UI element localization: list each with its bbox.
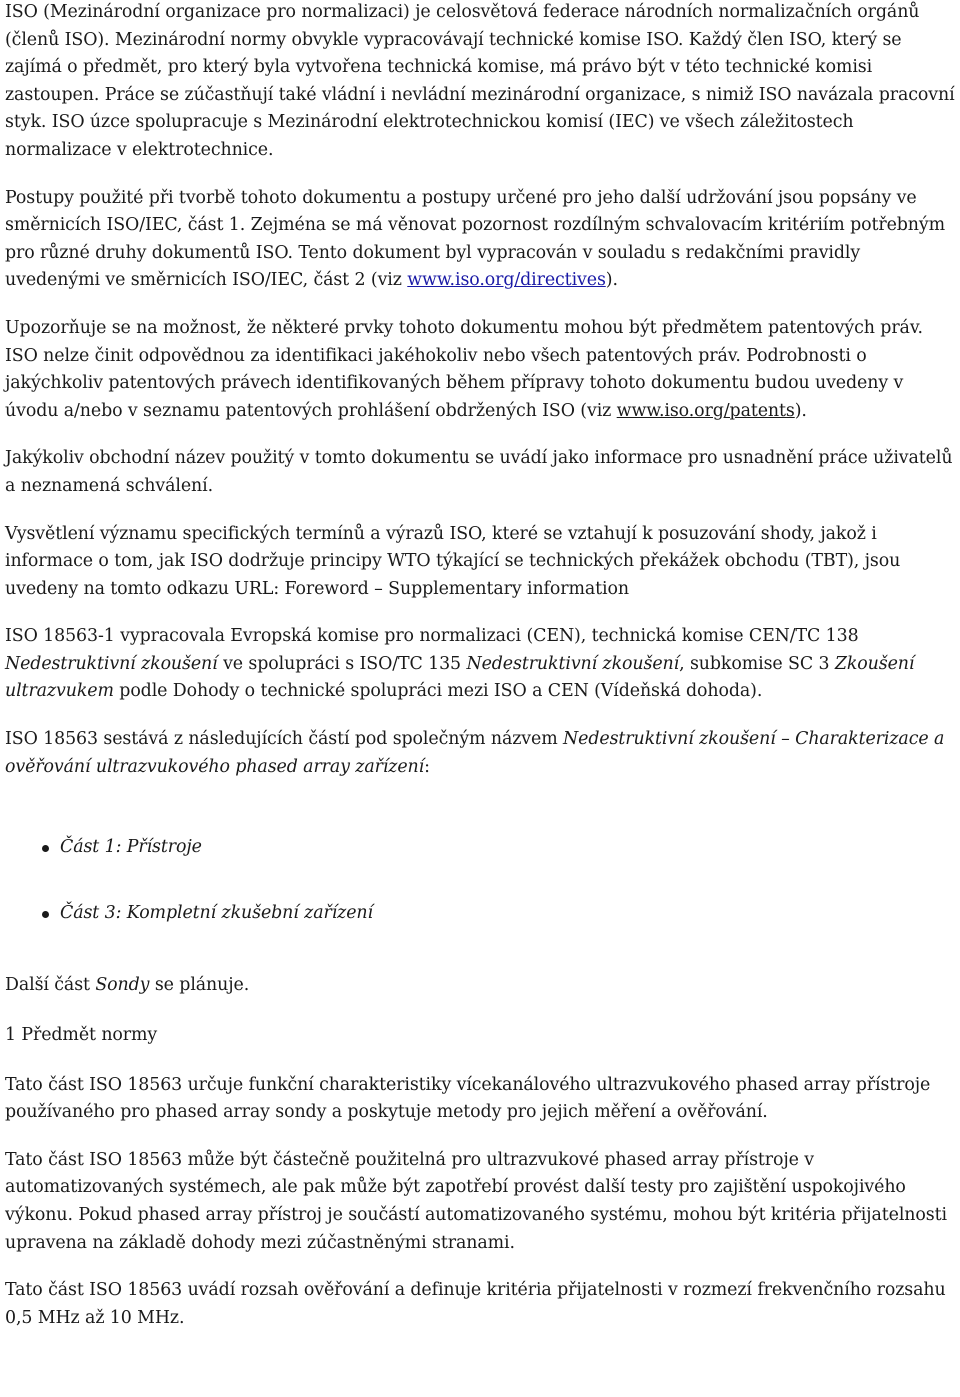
ndt-title-2: Nedestruktivní zkoušení (466, 653, 680, 674)
subcommittee-text: , subkomise SC 3 (679, 653, 830, 674)
planned-text: se plánuje. (154, 975, 250, 996)
list-item (5, 900, 955, 928)
paragraph-parts-intro (5, 726, 955, 781)
bullet-icon (42, 845, 49, 852)
paragraph-trade-name: Jakýkoliv obchodní název použitý v tomto dokumentu se uvádí jako informace pro usnadnění práce uživatelů a neznamená schválení. (5, 448, 953, 496)
paragraph-conformity: Vysvětlení významu specifických termínů a výrazů ISO, které se vztahují k posuzování shody, jakož i informace o tom, jak ISO dodržuje principy WTO týkající se technických překážek obchodu (TBT), jsou uvedeny na tomto odkazu URL: Foreword – Supplementary information (5, 523, 901, 599)
iec-text: ISO úzce spolupracuje s Mezinárodní elektrotechnickou komisí (IEC) ve všech záležitostech normalizace v elektrotechnice. (5, 112, 854, 160)
document-body (5, 0, 955, 1332)
ultrasonic-title: Zkoušení ultrazvukem (5, 653, 915, 702)
patents-end: ). (794, 400, 807, 421)
approval-text: Zejména se má věnovat pozornost rozdílným schvalovacím kritériím potřebným pro různé druhy dokumentů ISO. Tento dokument byl vypracován v souladu s redakčními pravidly uvedenými ve směrnicích ISO/IEC, část 2 (viz (5, 215, 946, 291)
paragraph-scope-3: Tato část ISO 18563 uvádí rozsah ověřování a definuje kritéria přijatelnosti v rozmezí frekvenčního rozsahu 0,5 MHz až 10 MHz. (5, 1280, 946, 1328)
paragraph-procedures (5, 185, 955, 295)
ndt-title-1: Nedestruktivní zkoušení (5, 653, 218, 674)
parts-list (5, 834, 955, 927)
parts-intro-text: ISO 18563 sestává z následujících částí pod společným názvem (5, 729, 558, 750)
prepared-by-text: ISO 18563-1 vypracovala Evropská komise pro normalizaci (CEN), technická komise CEN/TC 138 (5, 626, 859, 647)
part-label: Část 3: Kompletní zkušební zařízení (60, 902, 373, 923)
paragraph-patents (5, 315, 955, 425)
paragraph-next-part (5, 972, 955, 1000)
paragraph-iso-intro (5, 0, 955, 165)
section-heading: 1 Předmět normy (5, 1025, 158, 1046)
probes-title: Sondy (95, 975, 150, 996)
patents-text: Upozorňuje se na možnost, že některé prvky tohoto dokumentu mohou být předmětem patentových práv. ISO nelze činit odpovědnou za identifikaci jakéhokoliv nebo všech patentových práv. Podrobnosti o jakýchkoliv patentových právech identifikovaných během přípravy tohoto dokumentu budou uvedeny v úvodu a/nebo v seznamu patentových prohlášení obdržených ISO (viz (5, 317, 923, 421)
directives-link[interactable]: www.iso.org/directives (407, 270, 606, 291)
parts-intro-end: : (424, 756, 430, 777)
patents-link[interactable]: www.iso.org/patents (616, 400, 795, 421)
iso-intro-text: ISO (Mezinárodní organizace pro normalizaci) je celosvětová federace národních normalizačních orgánů (členů ISO). Mezinárodní normy obvykle vypracovávají technické komise ISO. Každý člen ISO, který se zajímá o předmět, pro který byla vytvořena technická komise, má právo být v této technické komisi zastoupen. (5, 2, 920, 105)
bullet-icon (42, 911, 49, 918)
organizations-text: Práce se zúčastňují také vládní i nevládní mezinárodní organizace, s nimiž ISO navázala pracovní styk. (5, 84, 955, 133)
list-item (5, 834, 955, 862)
procedures-text: Postupy použité při tvorbě tohoto dokumentu a postupy určené pro jeho další udržování jsou popsány ve směrnicích ISO/IEC, část 1. (5, 187, 917, 236)
cooperation-text: ve spolupráci s ISO/TC 135 (223, 653, 462, 674)
paragraph-scope-1: Tato část ISO 18563 určuje funkční charakteristiky vícekanálového ultrazvukového phased array přístroje používaného pro phased array sondy a poskytuje metody pro jejich měření a ověřování. (5, 1074, 931, 1123)
part-label: Část 1: Přístroje (60, 837, 202, 858)
directives-end: ). (605, 270, 618, 291)
paragraph-prepared-by (5, 623, 955, 706)
next-part-text: Další část (5, 975, 90, 996)
vienna-text: podle Dohody o technické spolupráci mezi ISO a CEN (Vídeňská dohoda). (119, 681, 763, 702)
paragraph-scope-2: Tato část ISO 18563 může být částečně použitelná pro ultrazvukové phased array přístroje v automatizovaných systémech, ale pak může být zapotřebí provést další testy pro zajištění uspokojivého výkonu. Pokud phased array přístroj je součástí automatizovaného systému, mohou být kritéria přijatelnosti upravena na základě dohody mezi zúčastněnými stranami. (5, 1149, 947, 1253)
series-title: Nedestruktivní zkoušení – Charakterizace a ověřování ultrazvukového phased array zařízení (5, 729, 945, 777)
